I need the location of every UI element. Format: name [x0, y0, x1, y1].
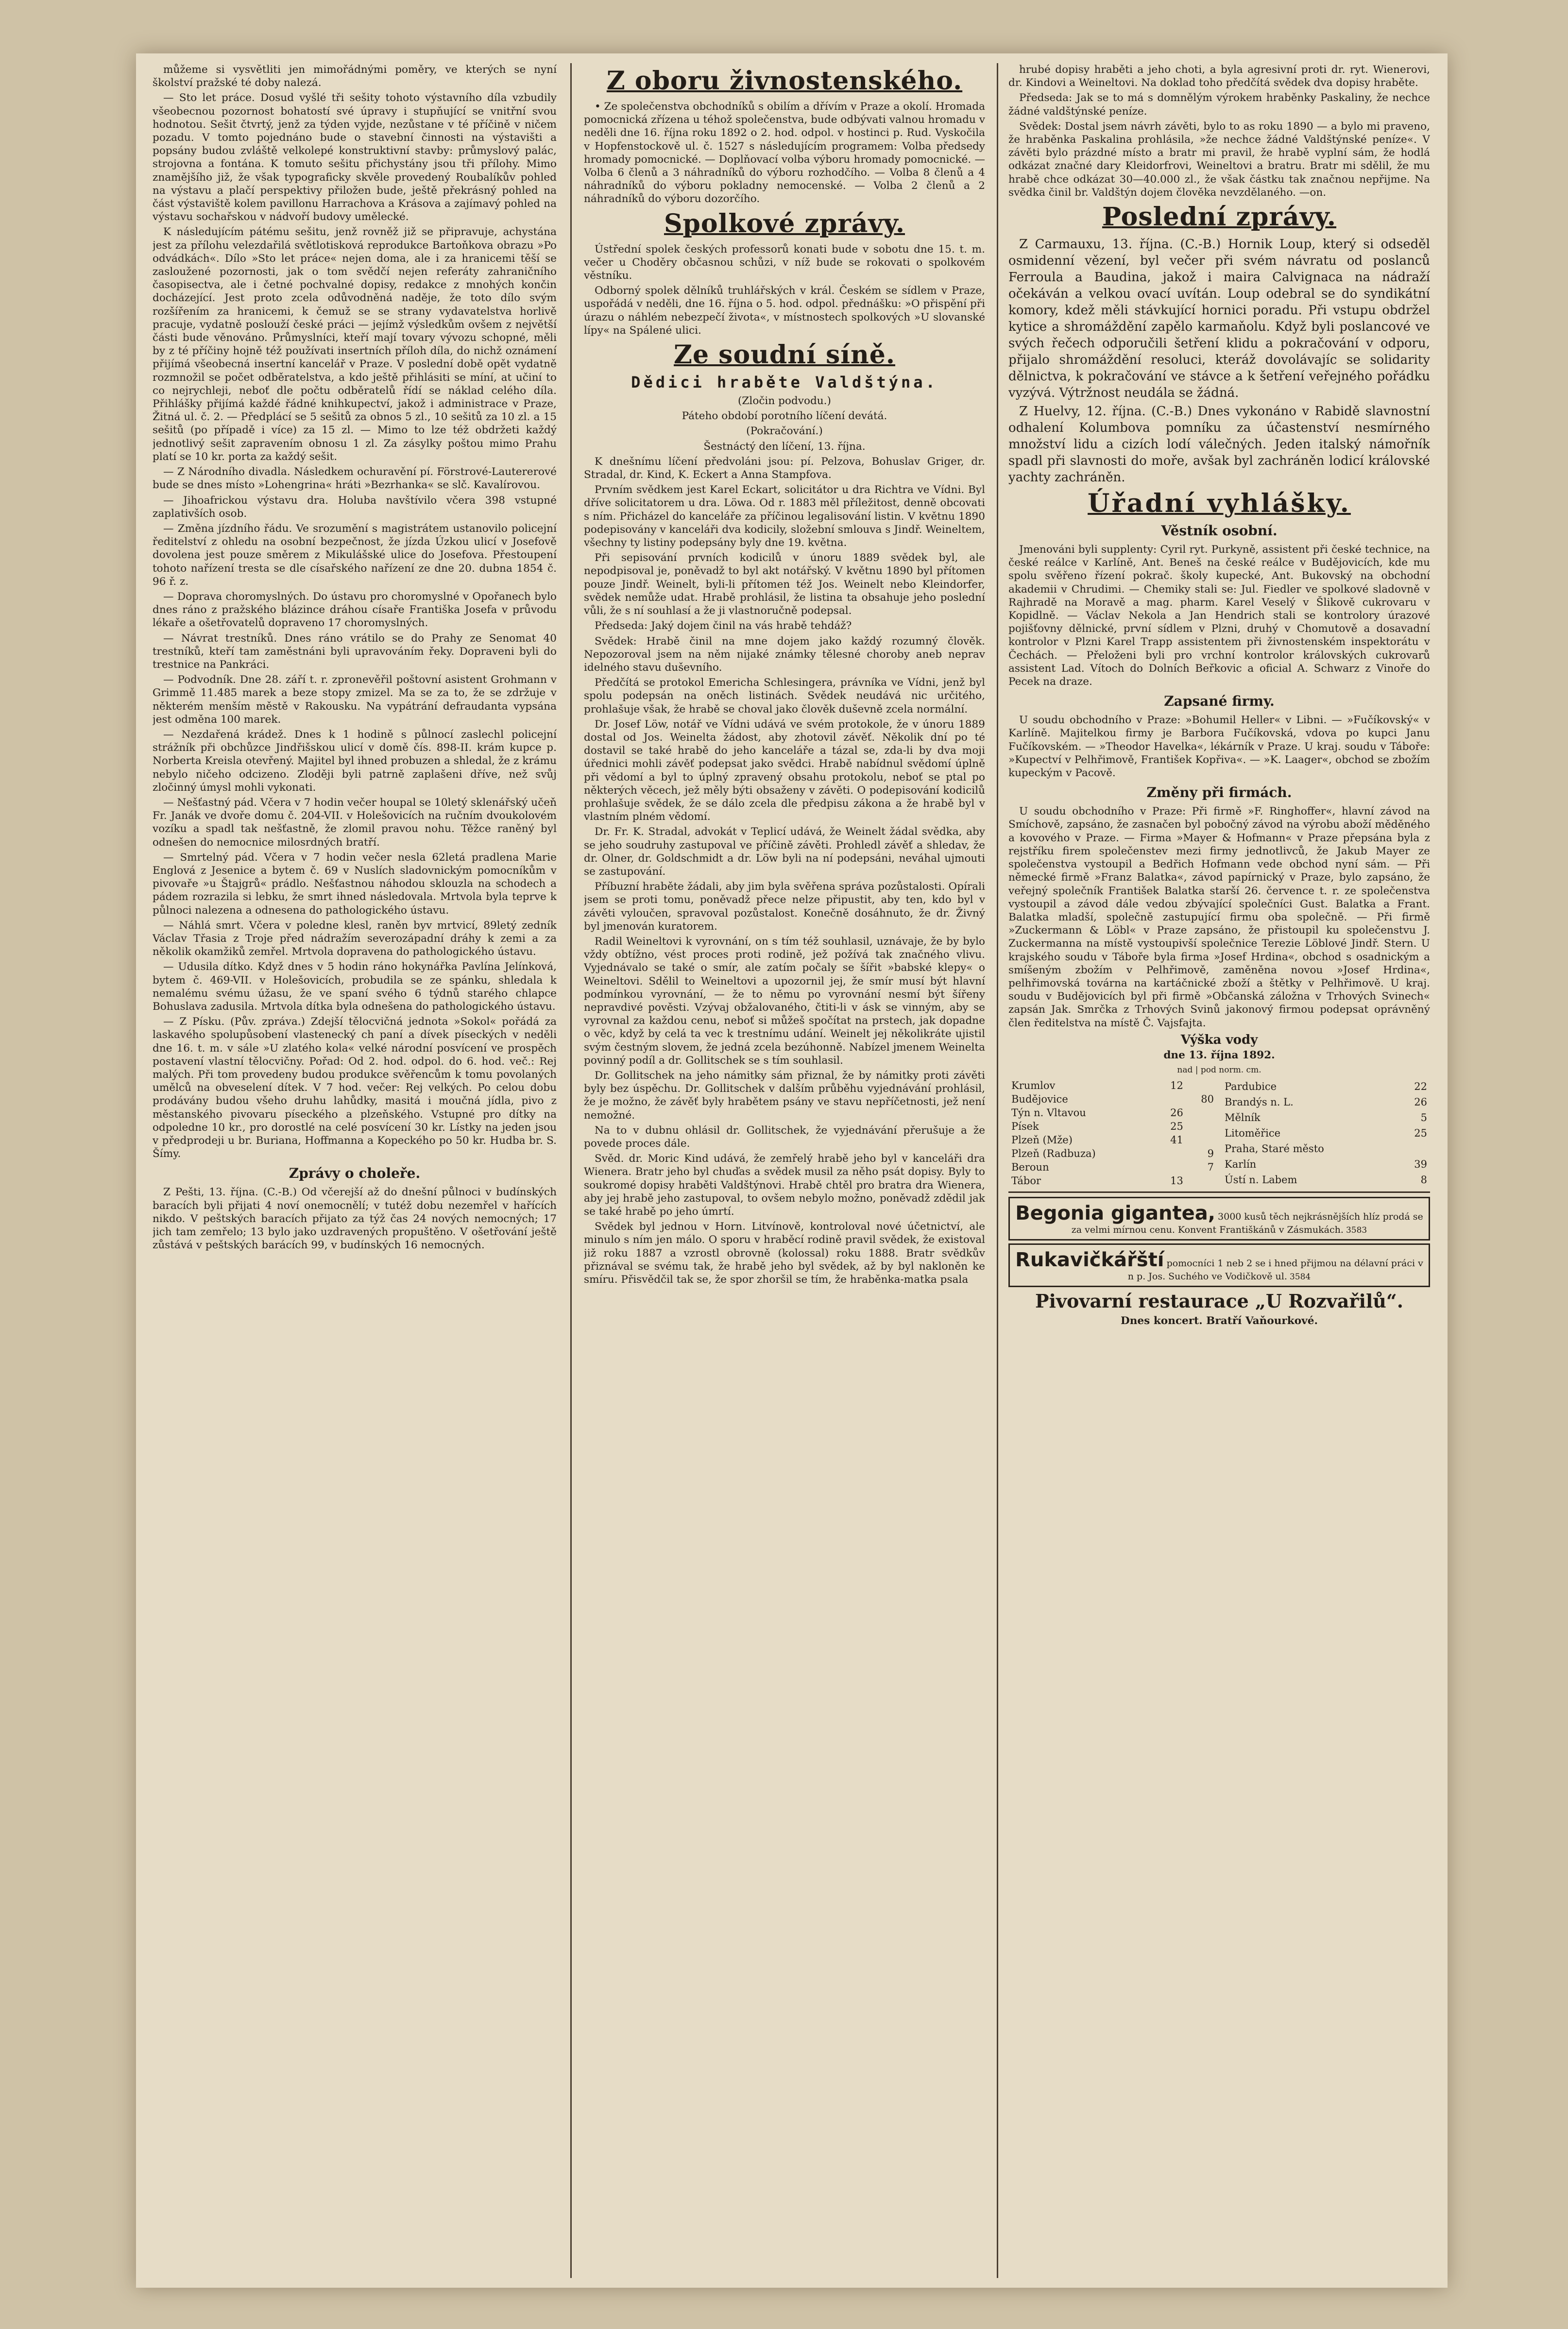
section-heading-cholera: Zprávy o choleře. — [289, 1165, 421, 1182]
section-heading-associations: Spolkové zprávy. — [664, 208, 905, 238]
water-row — [1222, 1094, 1430, 1110]
article-paragraph: Svědek byl jednou v Horn. Litvínově, kontroloval nové účetnictví, ale minulo s ním jen málo. O sporu v hraběcí rodině pravil svědek, že existoval již roku 1887 a vzrostl obrovně (kolossal) roku 1888. Bratr svědkův přiznával se svému tak, že hrabě jeho byl svědek, až by byl nakloněn ke smíru. Přisvědčil tak se, že spor zhoršil se tím, že hraběnka-matka psala — [584, 1221, 985, 1286]
advert-text: 3000 kusů těch nejkrásnějších hlíz prodá se za velmi mírnou cenu. Konvent Františkánů v Zásmukách. — [1071, 1211, 1423, 1236]
water-value: 80 — [1201, 1093, 1214, 1105]
water-value: 26 — [1414, 1096, 1427, 1108]
trial-subtitle: Šestnáctý den líčení, 13. října. — [703, 440, 866, 453]
water-value: 9 — [1207, 1148, 1214, 1160]
water-value: 8 — [1420, 1174, 1427, 1186]
article-paragraph: Jmenováni byli supplenty: Cyril ryt. Purkyně, assistent při české technice, na české reálce v Karlíně, Ant. Beneš na české reálce v Budějovicích, kde mu spolu svěřeno řízení pokrač. školy kupecké, Ant. Bukovský na obchodní akademii v Chrudimi. — Chemiky stali se: Jul. Fiedler ve spolkové sladovně v Rajhradě na Moravě a mag. pharm. Karel Veselý v Šlikově cukrovaru v Kopidlně. — Václav Nekola a Jan Hendrich stali se kontrolory úrazové pojišťovny dělnické, první sídlem v Plzni, druhý v Chomutově a dosavadní kontrolor v Plzni Karel Trapp assistentem při živnostenském inspektorátu v Čechách. — Přeloženi byli pro vrchní kontrolor královských cukrovarů assistent Lad. Vítoch do Dolních Beřkovic a oficial A. Schwarz z Vinoře do Pecek na draze. — [1008, 544, 1430, 688]
water-table-right — [1222, 1079, 1430, 1188]
advert-title: Begonia gigantea, — [1015, 1202, 1215, 1225]
article-paragraph: — Návrat trestníků. Dnes ráno vrátilo se do Prahy ze Senomat 40 trestníků, kteří tam zaměstnáni byli upravováním řeky. Dopraveni byli do trestnice na Pankráci. — [153, 632, 557, 671]
water-station: Beroun — [1011, 1161, 1049, 1173]
water-value: 25 — [1170, 1121, 1183, 1133]
article-paragraph: Na to v dubnu ohlásil dr. Gollitschek, že vyjednávání přerušuje a že povede proces dále. — [584, 1124, 985, 1150]
water-value — [1156, 1147, 1186, 1160]
article-paragraph: Předseda: Jaký dojem činil na vás hrabě tehdáž? — [595, 620, 852, 632]
water-value — [1391, 1110, 1400, 1125]
trial-title: Dědici hraběte Valdštýna. — [631, 373, 938, 392]
water-row — [1222, 1141, 1430, 1156]
news-item: Z Huelvy, 12. října. (C.-B.) Dnes vykonáno v Rabidě slavnostní odhalení Kolumbova pomníku za účastenství nesmírného množství lidu a cizích lodí válečných. Jeden italský námořník spadl při slavnosti do moře, avšak byl zachráněn lodicí královské yachty zachráněn. — [1008, 404, 1430, 485]
column-middle — [584, 63, 985, 2278]
water-units: nad | pod norm. cm. — [1177, 1065, 1261, 1075]
article-paragraph: Radil Weineltovi k vyrovnání, on s tím též souhlasil, uznávaje, že by bylo vždy obtížno, vést proces proti rodině, jež požívá tak značného vlivu. Vyjednávalo se také o smír, ale zatím počaly se šířit »babské klepy« o Weineltovi. Sdělil to Weineltovi a upozornil jej, že smír musí být hlavní podmínkou vyrovnání, — že to němu po vyrovnání nesmí být šířeny nepravdivé pověsti. Vzývaj obžalovaného, čtiti-li v ásk se vinným, aby se vyrovnal za každou cenu, neboť si můžeš spočítat na prstech, jak dopadne o věc, když by celá ta vec k trestnímu udání. Weinelt jej několikráte ujistil svým čestným slovem, že jedná zcela bezúhonně. Nabízel jmenem Weinelta povinný podíl a dr. Gollitschek se s tím souhlasil. — [584, 935, 985, 1067]
advert-number: 3584 — [1289, 1272, 1311, 1282]
article-paragraph: Příbuzní hraběte žádali, aby jim byla svěřena správa pozůstalosti. Opírali jsem se proti tomu, poněvadž přece nelze připustit, aby ten, kdo byl v závěti vyloučen, spravoval pozůstalost. Konečně dosáhnuto, že dr. Živný byl jmenován kuratorem. — [584, 881, 985, 933]
water-value: 41 — [1170, 1134, 1183, 1146]
trial-subtitle: (Pokračování.) — [746, 425, 823, 438]
article-paragraph: — Sto let práce. Dosud vyšlé tři sešity tohoto výstavního díla vzbudily všeobecnou pozornost bohatostí své úpravy i stupňující se vnitřní svou hodnotou. Sešit čtvrtý, jenž za týden vyjde, nezůstane v té příčině v ničem pozadu. V tomto pojednáno bude o stavební činnosti na výstavišti a popsány budou zvláště velkolepé konstruktivní stavby: průmyslový palác, strojovna a fontána. K tomuto sešitu přichystány jsou tři přílohy. Mimo znamějšího již, že však typograficky skvěle provedený Roubalíkův pohled na výstavu a plačí perspektivy přiložen bude, ještě překrásný pohled na část výstaviště kolem pavillonu Harrachova a Krásova a zajímavý pohled na výstavu sochařskou v nádvoří budovy umělecké. — [153, 92, 557, 223]
article-paragraph: Předseda: Jak se to má s domnělým výrokem hraběnky Paskaliny, že nechce žádné valdštýnské peníze. — [1008, 92, 1430, 118]
water-station: Tábor — [1011, 1175, 1041, 1187]
article-paragraph: — Změna jízdního řádu. Ve srozumění s magistrátem ustanovilo policejní ředitelství z ohledu na osobní bezpečnost, že jízda Úzkou ulicí v Josefově dovolena jest pouze směrem z Mikulášské ulice do Josefova. Přestoupení tohoto nařízení tresta se dle císařského nařízení ze dne 20. dubna 1854 č. 96 ř. z. — [153, 522, 557, 588]
newspaper-page — [136, 53, 1448, 2288]
section-heading-official: Úřadní vyhlášky. — [1088, 489, 1351, 519]
trial-subtitle: (Zločin podvodu.) — [738, 395, 831, 408]
water-row — [1222, 1110, 1430, 1125]
water-value — [1186, 1174, 1217, 1188]
water-value: 26 — [1170, 1107, 1183, 1119]
water-date: dne 13. října 1892. — [1163, 1049, 1275, 1061]
article-paragraph: — Doprava choromyslných. Do ústavu pro choromyslné v Opořanech bylo dnes ráno z pražského blázince dráhou císaře Františka Josefa v průvodu lékaře a ošetřovatelů dopraveno 17 choromyslných. — [153, 590, 557, 629]
advert-gloves — [1008, 1243, 1430, 1287]
column-left — [153, 63, 557, 2278]
water-station: Karlín — [1225, 1158, 1257, 1171]
article-paragraph: Svědek: Hrabě činil na mne dojem jako každý rozumný člověk. Nepozoroval jsem na něm nijaké známky tělesné choroby aneb neprav idelného stavu duševního. — [584, 635, 985, 674]
water-title: Výška vody — [1180, 1032, 1258, 1047]
water-station: Týn n. Vltavou — [1011, 1107, 1086, 1119]
article-paragraph: — Z Národního divadla. Následkem ochuravění pí. Förstrové-Lautererové bude se dnes místo »Lohengrina« hráti »Bezrhanka« se slč. Kavalírovou. — [153, 466, 557, 492]
water-row — [1008, 1174, 1217, 1188]
water-value — [1391, 1141, 1400, 1156]
water-row — [1008, 1160, 1217, 1174]
water-value — [1186, 1133, 1217, 1147]
water-value — [1156, 1092, 1186, 1106]
water-station: Ústí n. Labem — [1225, 1174, 1297, 1186]
water-row — [1222, 1079, 1430, 1094]
article-paragraph: — Udusila dítko. Když dnes v 5 hodin ráno hokynářka Pavlína Jelínková, bytem č. 469-VII. v Holešovicích, probudila se ze spánku, shledala k nemalému svému úžasu, že ve spaní svého 6 týdnů starého chlapce Bohuslava zadusila. Mrtvola dítka byla odnešena do pathologického ústavu. — [153, 961, 557, 1013]
water-value: 39 — [1414, 1158, 1427, 1171]
water-value: 7 — [1207, 1161, 1214, 1173]
water-value — [1391, 1079, 1400, 1094]
trial-subtitle: Páteho období porotního líčení devátá. — [682, 410, 887, 423]
advert-restaurant-text: Dnes koncert. Bratří Vaňourkové. — [1121, 1315, 1318, 1327]
water-row — [1008, 1147, 1217, 1160]
water-station: Litoměřice — [1225, 1127, 1281, 1139]
article-paragraph: Dr. Gollitschek na jeho námitky sám přiznal, že by námitky proti závěti byly bez úspěchu. Dr. Gollitschek v dalším průběhu vyjednávání prohlásil, že je možno, že závěť byly hrabětem psány ve stavu nepříčetnosti, jež není nemožné. — [584, 1070, 985, 1122]
article-paragraph: Svědek: Dostal jsem návrh závěti, bylo to as roku 1890 — a bylo mi praveno, že hraběnka Paskalina prohlásila, »že nechce žádné Valdštýnské peníze«. V závěti bylo prázdné místo a bratr mi pravil, že hrabě vyplní sám, že hodlá odkázat značné dary Kleidorfrovi, Weineltovi a bratru. Bratr mi sdělil, že mu hrabě chce odkázat 30—40.000 zl., že však částku tak značnou nepřijme. Na svědka činil br. Valdštýn dojem člověka nevzdělaného. —on. — [1008, 120, 1430, 199]
article-paragraph: K následujícím pátému sešitu, jenž rovněž již se připravuje, achystána jest za přílohu velezdařilá světlotisková reprodukce Bartoňkova obrazu »Po odvádkách«. Dílo »Sto let práce« nejen doma, ale i za hranicemi těší se zasloužené pozornosti, jak o tom svědčí nejen referáty zahraničního časopisectva, ale i četné pochvalné dopisy, redakce z mnohých končin docházející. Jest proto zcela odůvodněná naděje, že toto dílo svým rozšířením za hranicemi, k čemuž se se strany vydavatelstva horlivě pracuje, vydatně poslouží české práci — jejímž výsledkům ovšem z největší části bude věnováno. Průmyslníci, kteří mají tovary vývozu schopné, měli by z té příčiny hojně též používati insertních příloh díla, do nichž oznámení přijímá všeobecná insertní kancelář v Praze. V poslední době opět vydatně rozmnožil se počet odběratelstva, a kdo ještě přihlásiti se míní, at učiní to co nejrychleji, neboť dle počtu odběratelů řídí se náklad celého díla. Přihlášky přijímá každé řádné knihkupectví, jakož i administrace v Praze, Žitná ul. č. 2. — Předplácí se 5 sešitů za obnos 5 zl., 10 sešitů za 10 zl. a 15 sešitů (po případě i více) za 15 zl. — Mimo to lze též obdržeti každý jednotlivý sešit zapravením obnosu 1 zl. Za zásylky poštou mimo Prahu platí se 10 kr. porta za každý sešit. — [153, 226, 557, 463]
article-paragraph: hrubé dopisy hraběti a jeho choti, a byla agresivní proti dr. ryt. Wienerovi, dr. Kindovi a Weineltovi. Na doklad toho předčítá svědek dva dopisy hraběte. — [1008, 64, 1430, 89]
article-paragraph: Z Pešti, 13. října. (C.-B.) Od včerejší až do dnešní půlnoci v budínských baracích byli přijati 4 noví onemocnělí; v tutéž dobu nezemřel v hařících nikdo. V peštských baracích přijato za týž čas 24 nových nemocných; 17 jich tam zemřelo; 13 bylo jako uzdravených propuštěno. V ošetřování ještě zůstává v peštských barácích 99, v budínských 16 nemocných. — [153, 1186, 557, 1252]
water-station: Písek — [1011, 1121, 1039, 1133]
article-paragraph: — Nezdařená krádež. Dnes k 1 hodině s půlnocí zaslechl policejní strážník při obchůzce Jindřišskou ulicí v domě čís. 898-II. krám kupce p. Norberta Kreisla otevřený. Majitel byl ihned probuzen a shledal, že z krámu nebylo ničeho odcizeno. Zloději byli patrně zaplašeni dříve, než svůj zločinný úmysl mohli vykonati. — [153, 728, 557, 794]
article-paragraph: — Z Písku. (Pův. zpráva.) Zdejší tělocvičná jednota »Sokol« pořádá za laskavého spolupůsobení vlastenecký ch paní a dívek píseckých v neděli dne 16. t. m. v sále »U zlatého kola« velké národní posvícení ve prospěch postavení vlastní tělocvičny. Pořad: Od 2. hod. odpol. do 6. hod. več.: Rej malých. Při tom provedeny budou produkce svěřencům k tomu povolaných umělců na obveselení dítek. V 7 hod. večer: Rej velkých. Po celou dobu prodávány budou všeho druhu lahůdky, masitá i moučná jídla, pivo z městanského pivovaru píseckého a plzeňského. Vstupné pro dítky na odpoledne 10 kr., pro dorostlé na celé posvícení 30 kr. Lístky na jeden jsou v předprodeji u br. Buriana, Hoffmanna a Kopeckého po 50 kr. Hudba br. S. Šímy. — [153, 1016, 557, 1160]
advert-begonia — [1008, 1197, 1430, 1241]
article-paragraph: • Ze společenstva obchodníků s obilím a dřívím v Praze a okolí. Hromada pomocnická zřízena u téhož společenstva, bude odbývati valnou hromadu v neděli dne 16. října roku 1892 o 2. hod. odpol. v hostinci p. Rud. Vyskočila v Hopfenstockově ul. č. 1527 s následujícím programem: Volba předsedy hromady pomocnické. — Doplňovací volba výboru hromady pomocnické. — Volba 6 členů a 3 náhradníků do výboru rozhodčího. — Volba 8 členů a 4 náhradníků do výboru pokladny nemocenské. — Volba 2 členů a 2 náhradníků do výboru dozorčího. — [584, 101, 985, 205]
water-station: Budějovice — [1011, 1093, 1068, 1105]
water-row — [1008, 1106, 1217, 1120]
water-row — [1008, 1092, 1217, 1106]
water-level-box — [1008, 1034, 1430, 1188]
article-paragraph: U soudu obchodního v Praze: Při firmě »F. Ringhoffer«, hlavní závod na Smíchově, zapsáno, že zasnačen byl pobočný závod na výrobu aboží měděného a kovového v Praze. — Firma »Mayer & Hofmann« v Praze přepsána byla z rejstříku firem společenstev mezi firmy jednotlivců, že Jakub Mayer ze společenstva vystoupil a Bedřich Hofmann vede obchod nyní sám. — Při německé firmě »Franz Balatka«, závod papírnický v Praze, bylo zapsáno, že veřejný společník František Balatka starší 26. července t. r. ze společenstva vystoupil a závod dále vedou zbývající společníci Gust. Balatka a Frant. Balatka mladší, společně zastupující firmu oba společně. — Při firmě »Zuckermann & Löbl« v Praze zapsáno, že přistoupil ku společenstvu J. Zuckermanna na místě vystoupivší společnice Terezie Löblové Jindř. Stern. U krajského soudu v Táboře byla firma »Josef Hrdina«, obchod s osadnickým a smíšeným zbožím v Pelhřimově, zaměněna novou »Josef Hrdina«, pelhřimovská továrna na kartáčnické zboží a štětky v Pelhřimově. U kraj. soudu v Budějovicích byl při firmě »Občanská záložna v Trhových Svinech« zapsán Jak. Smrčka z Trhových Svinů jakonový firmou podepsat oprávněný člen ředitelstva na místě Č. Vajsfajta. — [1008, 805, 1430, 1029]
water-value — [1186, 1120, 1217, 1133]
water-value — [1156, 1160, 1186, 1174]
water-value — [1391, 1125, 1400, 1141]
article-paragraph: — Podvodník. Dne 28. září t. r. zpronevěřil poštovní asistent Grohmann v Grimmě 11.485 marek a beze stopy zmizel. Ma se za to, že se zdržuje v některém menším městě v Rakousku. Na vypátrání defraudanta vypsána jest odměna 100 marek. — [153, 674, 557, 726]
article-paragraph: můžeme si vysvětliti jen mimořádnými poměry, ve kterých se nyní školství pražské té doby nalezá. — [153, 64, 557, 89]
subsection-personal: Věstník osobní. — [1161, 523, 1278, 539]
water-value: 12 — [1170, 1080, 1183, 1092]
column-rule — [570, 63, 572, 2278]
water-value — [1391, 1156, 1400, 1172]
article-paragraph: Při sepisování prvních kodicilů v únoru 1889 svědek byl, ale nepodpisoval je, poněvadž to byl akt notářský. V květnu 1890 byl přítomen pouze Jindř. Weinelt, byli-li přítomen též Jos. Weinelt nebo Kleindorfer, svědek nemůže udat. Hrabě prohlásil, že listina ta obsahuje jeho poslední vůli, že s ní souhlasí a že ji vlastnoručně podepsal. — [584, 552, 985, 617]
column-rule — [997, 63, 998, 2278]
water-row — [1008, 1120, 1217, 1133]
news-item: Z Carmauxu, 13. října. (C.-B.) Hornik Loup, který si odseděl osmidenní vězení, byl večer při svém návratu od poslanců Ferroula a Baudina, jakož i maira Calvignaca na nádraží očekáván a velkou ovací uvítán. Loup odebral se do syndikátní komory, kdež měli stávkující hornici poradu. Při vstupu obdržel kytice a shromáždění zapělo karmaňolu. Když byli poslancové ve svých řečech odporučili šetření klidu a pokračování v odporu, přijalo shromáždění resoluci, kteráž dovolávajíc se solidarity dělnictva, k pokračování ve stávce a k šetření veřejného pořádku vyzývá. Výtržnost neudála se žádná. — [1008, 237, 1430, 401]
divider — [1008, 1191, 1430, 1193]
subsection-firms: Zapsané firmy. — [1164, 693, 1275, 710]
water-value — [1186, 1079, 1217, 1092]
water-station: Plzeň (Mže) — [1011, 1134, 1073, 1146]
section-heading-latest: Poslední zprávy. — [1102, 202, 1337, 232]
water-value: 5 — [1420, 1112, 1427, 1124]
article-paragraph: Dr. Josef Löw, notář ve Vídni udává ve svém protokole, že v únoru 1889 dostal od Jos. Weinelta žádost, aby zhotovil závěť. Několik dní po té dostavil se také hrabě do jeho kanceláře a tázal se, zda-li by dva moji úřednici mohli závěť podepsat jako svědci. Hrabě nabídnul svědomí úplně při vědomí a byl to úplný zpravený obsahu protokolu, neboť se ptal po některých věcech, jež měly býti obsaženy v závěti. O podepisování kodicilů prohlašuje svědek, že se dálo zcela dle předpisu zákona a že hrabě byl v vlastním plném vědomí. — [584, 718, 985, 823]
subsection-changes: Změny při firmách. — [1146, 784, 1292, 801]
section-heading-court: Ze soudní síně. — [674, 340, 895, 370]
section-heading-trade: Z oboru živnostenského. — [606, 66, 963, 96]
water-row — [1222, 1172, 1430, 1188]
water-station: Brandýs n. L. — [1225, 1096, 1294, 1108]
water-value: 22 — [1414, 1081, 1427, 1093]
article-paragraph: — Nešťastný pád. Včera v 7 hodin večer houpal se 10letý sklenářský učeň Fr. Janák ve dvoře domu č. 204-VII. v Holešovicích na ručním dvoukolovém vozíku a spadl tak nešťastně, že zlomil pravou nohu. Těžce raněný byl odnešen do nemocnice milosrdných bratří. — [153, 796, 557, 849]
advert-title: Rukavičkářští — [1015, 1249, 1164, 1272]
article-paragraph: Předčítá se protokol Emericha Schlesingera, právníka ve Vídni, jenž byl spolu podepsán na oněch listinách. Svědek neudává nic určitého, prohlašuje však, že hrabě se choval jako člověk duševně zcela normální. — [584, 677, 985, 715]
article-paragraph: Svěd. dr. Moric Kind udává, že zemřelý hrabě jeho byl v kanceláři dra Wienera. Bratr jeho byl chuďas a svědek musil za něho psát dopisy. Byly to soukromé dopisy hraběti Valdštýnovi. Hrabě chtěl pro bratra dra Wienera, aby jej hrabě jeho zastupoval, to ovšem nebylo možno, poněvadž zdědil jak se také hrabě po jeho úmrtí. — [584, 1153, 985, 1218]
article-paragraph: Ústřední spolek českých professorů konati bude v sobotu dne 15. t. m. večer u Choděry občasnou schůzi, v níž bude se rokovati o spolkovém věstníku. — [584, 243, 985, 282]
article-paragraph: K dnešnímu líčení předvoláni jsou: pí. Pelzova, Bohuslav Griger, dr. Stradal, dr. Kind, K. Eckert a Anna Stampfova. — [584, 455, 985, 481]
water-station: Mělník — [1225, 1112, 1261, 1124]
water-value — [1391, 1172, 1400, 1188]
article-paragraph: — Smrtelný pád. Včera v 7 hodin večer nesla 62letá pradlena Marie Englová z Jesenice a bytem č. 69 v Nuslích sladovnickým pomocníkům v pivovaře »u Štajgrů« prádlo. Nešťastnou náhodou sklouzla na schodech a pádem rozrazila si lebku, že smrt ihned následovala. Mrtvola byla teprve k půlnoci nalezena a odnesena do pathologického ústavu. — [153, 851, 557, 917]
water-station: Krumlov — [1011, 1080, 1056, 1092]
article-paragraph: U soudu obchodního v Praze: »Bohumil Heller« v Libni. — »Fučíkovský« v Karlíně. Majitelkou firmy je Barbora Fučíkovská, vdova po kupci Janu Fučíkovském. — »Theodor Havelka«, lékárník v Praze. U kraj. soudu v Táboře: »Kupectví v Pelhřimově, František Kopřiva«. — »K. Laager«, obchod se zbožím kupeckým v Pacově. — [1008, 714, 1430, 780]
article-paragraph: Prvním svědkem jest Karel Eckart, solicitátor u dra Richtra ve Vídni. Byl dříve solicitatorem u dra. Löwa. Od r. 1883 měl příležitost, denně obcovati s ním. Přicházel do kanceláře za příčinou legalisování listin. V květnu 1890 podepisovány v kanceláři dva kodicily, složební smlouva s Jindř. Weineltem, všechny ty listiny podepsány byly dne 19. května. — [584, 484, 985, 549]
column-right — [1008, 63, 1430, 2278]
water-value — [1391, 1094, 1400, 1110]
water-value: 25 — [1414, 1127, 1427, 1139]
article-paragraph: — Náhlá smrt. Včera v poledne klesl, raněn byv mrtvicí, 89letý zedník Václav Třasia z Troje před nádražím severozápadní dráhy k zemi a za několik okamžiků zemřel. Mrtvola dopravena do pathologického ústavu. — [153, 919, 557, 958]
water-station: Plzeň (Radbuza) — [1011, 1148, 1096, 1160]
article-paragraph: — Jihoafrickou výstavu dra. Holuba navštívilo včera 398 vstupné zaplativších osob. — [153, 494, 557, 520]
water-value: 13 — [1170, 1175, 1183, 1187]
advert-restaurant-title: Pivovarní restaurace „U Rozvařilů“. — [1035, 1290, 1404, 1312]
water-row — [1222, 1156, 1430, 1172]
water-value — [1400, 1141, 1430, 1156]
water-row — [1222, 1125, 1430, 1141]
water-value — [1186, 1106, 1217, 1120]
water-station: Pardubice — [1225, 1081, 1277, 1093]
water-row — [1008, 1079, 1217, 1092]
advert-text: pomocníci 1 neb 2 se i hned přijmou na délavní práci v n p. Jos. Suchého ve Vodičkově ul. — [1127, 1258, 1423, 1282]
water-table-left — [1008, 1079, 1217, 1188]
water-row — [1008, 1133, 1217, 1147]
article-paragraph: Odborný spolek dělníků truhlářských v král. Českém se sídlem v Praze, uspořádá v neděli, dne 16. října o 5. hod. odpol. přednášku: »O přispění při úrazu o náhlém nebezpečí života«, v místnostech spolkových »U slovanské lípy« na Spálené ulici. — [584, 285, 985, 337]
advert-number: 3583 — [1346, 1225, 1367, 1236]
article-paragraph: Dr. Fr. K. Stradal, advokát v Teplicí udává, že Weinelt žádal svědka, aby se jeho soudruhy zastupoval ve příčině závěti. Prohledl závěť a shledav, že dr. Olner, dr. Goldschmidt a dr. Löw byli na ní podepsáni, neváhal ujmouti se zastupování. — [584, 826, 985, 878]
water-station: Praha, Staré město — [1225, 1143, 1324, 1155]
